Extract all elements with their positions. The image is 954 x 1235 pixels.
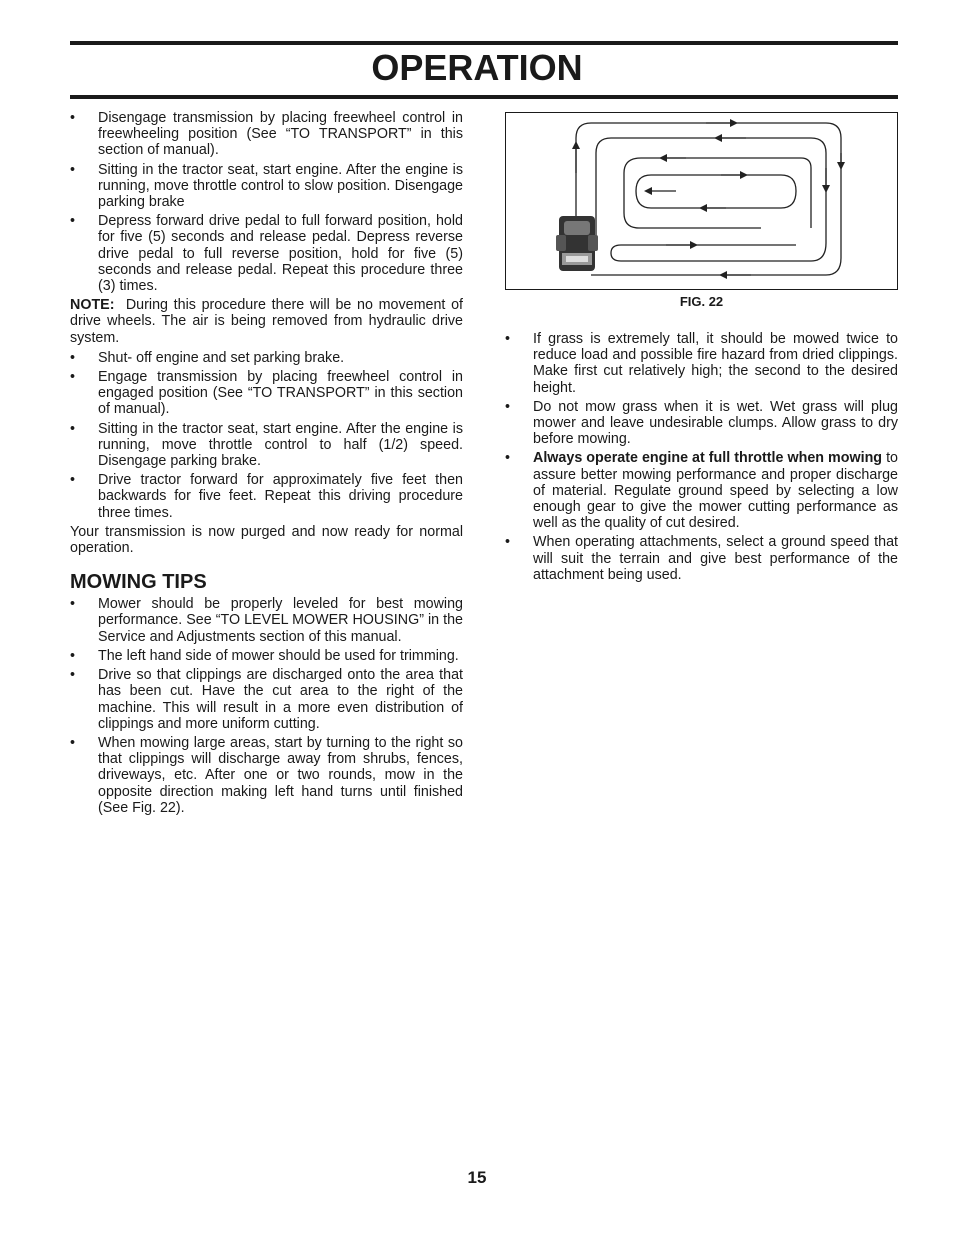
list-item: • The left hand side of mower should be used for trimming. — [70, 648, 463, 664]
list-item: • Do not mow grass when it is wet. Wet grass will plug mower and leave undesirable clumps. Allow grass to dry before mowing. — [505, 399, 898, 448]
second-lap-path — [596, 138, 826, 261]
mowing-tips-list — [70, 596, 463, 816]
figure-caption: FIG. 22 — [679, 294, 724, 309]
list-item: • If grass is extremely tall, it should be mowed twice to reduce load and possible fire hazard from dried clippings. Make first cut relatively high; the second to the desired height. — [505, 331, 898, 396]
left-column — [70, 110, 463, 819]
mowing-pattern-diagram — [506, 113, 896, 288]
page-title: OPERATION — [371, 47, 583, 88]
purge-steps-list-2 — [70, 350, 463, 521]
note-paragraph — [70, 297, 463, 346]
list-item: • Mower should be properly leveled for best mowing performance. See “TO LEVEL MOWER HOUSING” in the Service and Adjustments section of this manual. — [70, 596, 463, 645]
purged-paragraph: Your transmission is now purged and now ready for normal operation. — [70, 523, 463, 557]
note-text: During this procedure there will be no movement of drive wheels. The air is being removed from hydraulic drive system. — [70, 297, 463, 346]
mowing-tips-heading: MOWING TIPS — [70, 571, 207, 594]
list-item: • When operating attachments, select a ground speed that will suit the terrain and give best performance of the attachment being used. — [505, 534, 898, 583]
list-item: • Disengage transmission by placing freewheel control in freewheeling position (See “TO TRANSPORT” in this section of manual). — [70, 110, 463, 159]
page-number: 15 — [467, 1168, 487, 1187]
header-rule-bottom — [70, 95, 898, 99]
list-item: • Engage transmission by placing freewheel control in engaged position (See “TO TRANSPORT” in this section of manual). — [70, 369, 463, 418]
outer-lap-path — [576, 123, 841, 275]
additional-tips-list — [505, 331, 898, 583]
purge-steps-list-1 — [70, 110, 463, 294]
mowing-pattern-figure — [505, 112, 898, 290]
list-item: • Always operate engine at full throttle when mowing to assure better mowing performance and proper discharge of material. Regulate ground speed by selecting a low enough gear to give the mower cutting performance as well as the quality of cut desired. — [505, 450, 898, 531]
header-rule-top — [70, 41, 898, 45]
list-item: • When mowing large areas, start by turning to the right so that clippings will discharge away from shrubs, fences, driveways, etc. After one or two rounds, mow in the opposite direction making left hand turns until finished (See Fig. 22). — [70, 735, 463, 816]
third-lap-path — [624, 158, 811, 228]
list-item: • Drive so that clippings are discharged onto the area that has been cut. Have the cut area to the right of the machine. This will result in a more even distribution of clippings and more uniform cutting. — [70, 667, 463, 732]
list-item: • Shut- off engine and set parking brake. — [70, 350, 463, 366]
note-label: NOTE: — [70, 297, 115, 314]
list-item: • Depress forward drive pedal to full forward position, hold for five (5) seconds and release pedal. Depress reverse drive pedal to full reverse position, hold for five (5) seconds and release pedal. Repeat this procedure three (3) times. — [70, 213, 463, 294]
right-column — [505, 331, 898, 586]
list-item: • Drive tractor forward for approximately five feet then backwards for five feet. Repeat this driving procedure three times. — [70, 472, 463, 521]
list-item: • Sitting in the tractor seat, start engine. After the engine is running, move throttle control to slow position. Disengage parking brake — [70, 162, 463, 211]
tractor-icon — [556, 216, 598, 271]
list-item: • Sitting in the tractor seat, start engine. After the engine is running, move throttle control to half (1/2) speed. Disengage parking brake. — [70, 421, 463, 470]
